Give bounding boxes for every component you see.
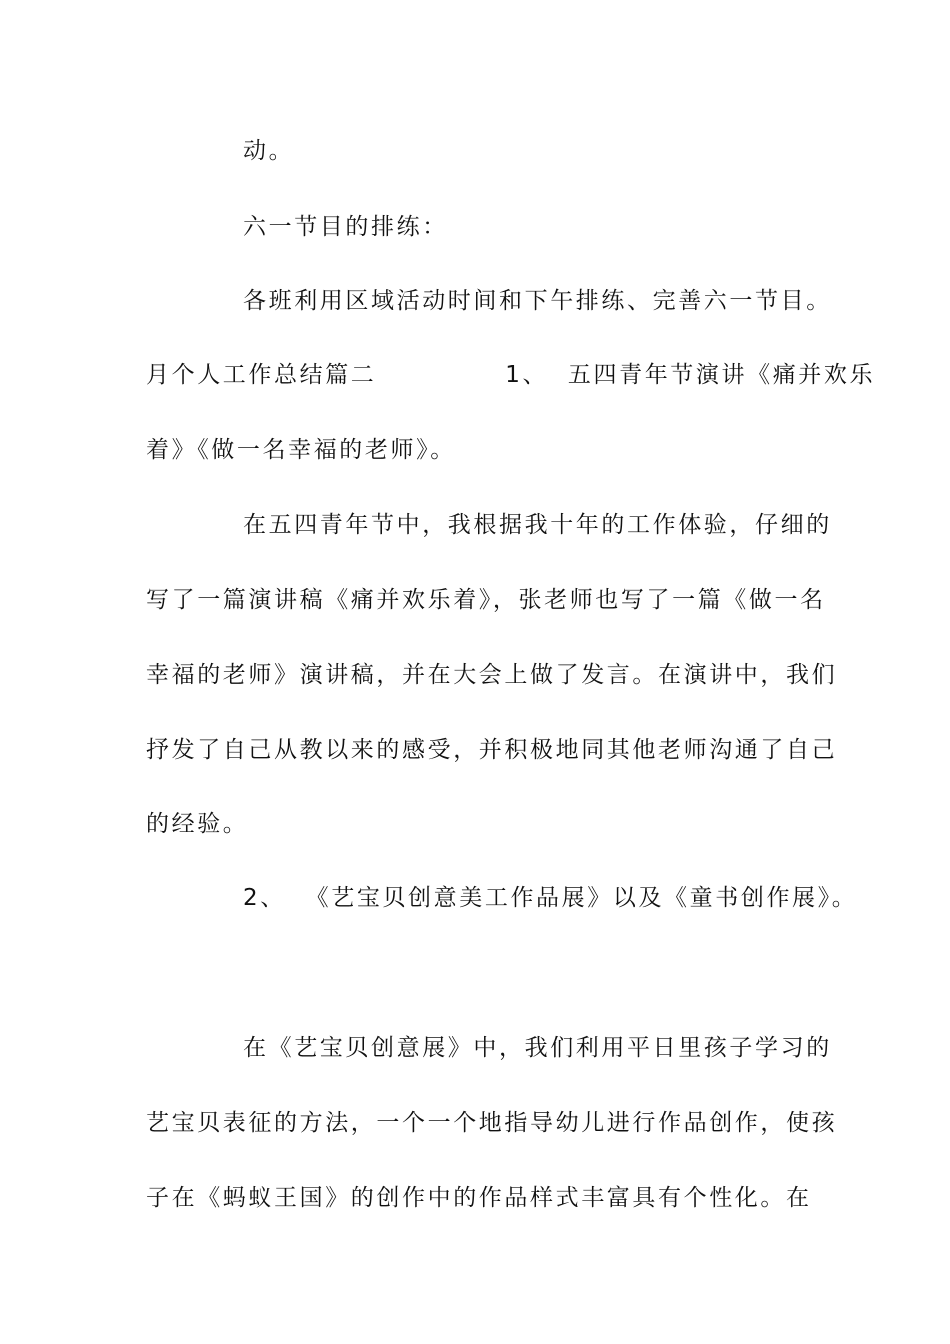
text-line: 幸福的老师》演讲稿，并在大会上做了发言。在演讲中，我们: [146, 662, 838, 688]
text-line: 子在《蚂蚁王国》的创作中的作品样式丰富具有个性化。在: [146, 1185, 812, 1211]
text-line: 着》《做一名幸福的老师》。: [146, 437, 456, 463]
text-line: 抒发了自己从教以来的感受，并积极地同其他老师沟通了自己: [146, 737, 838, 763]
text-line: 在《艺宝贝创意展》中，我们利用平日里孩子学习的: [243, 1035, 832, 1061]
text-line: 在五四青年节中，我根据我十年的工作体验，仔细的: [243, 512, 832, 538]
text-line: 写了一篇演讲稿《痛并欢乐着》，张老师也写了一篇《做一名: [146, 587, 826, 613]
list-item-heading: 2、 《艺宝贝创意美工作品展》以及《童书创作展》。: [243, 885, 858, 911]
text-line: 各班利用区域活动时间和下午排练、完善六一节目。: [243, 288, 832, 314]
section-heading: 六一节目的排练：: [243, 214, 448, 240]
article-heading: 月个人工作总结篇二 1、 五四青年节演讲《痛并欢乐: [146, 362, 876, 388]
text-line: 动。: [243, 138, 295, 164]
text-line: 的经验。: [146, 811, 249, 837]
text-line: 艺宝贝表征的方法，一个一个地指导幼儿进行作品创作，使孩: [146, 1110, 838, 1136]
